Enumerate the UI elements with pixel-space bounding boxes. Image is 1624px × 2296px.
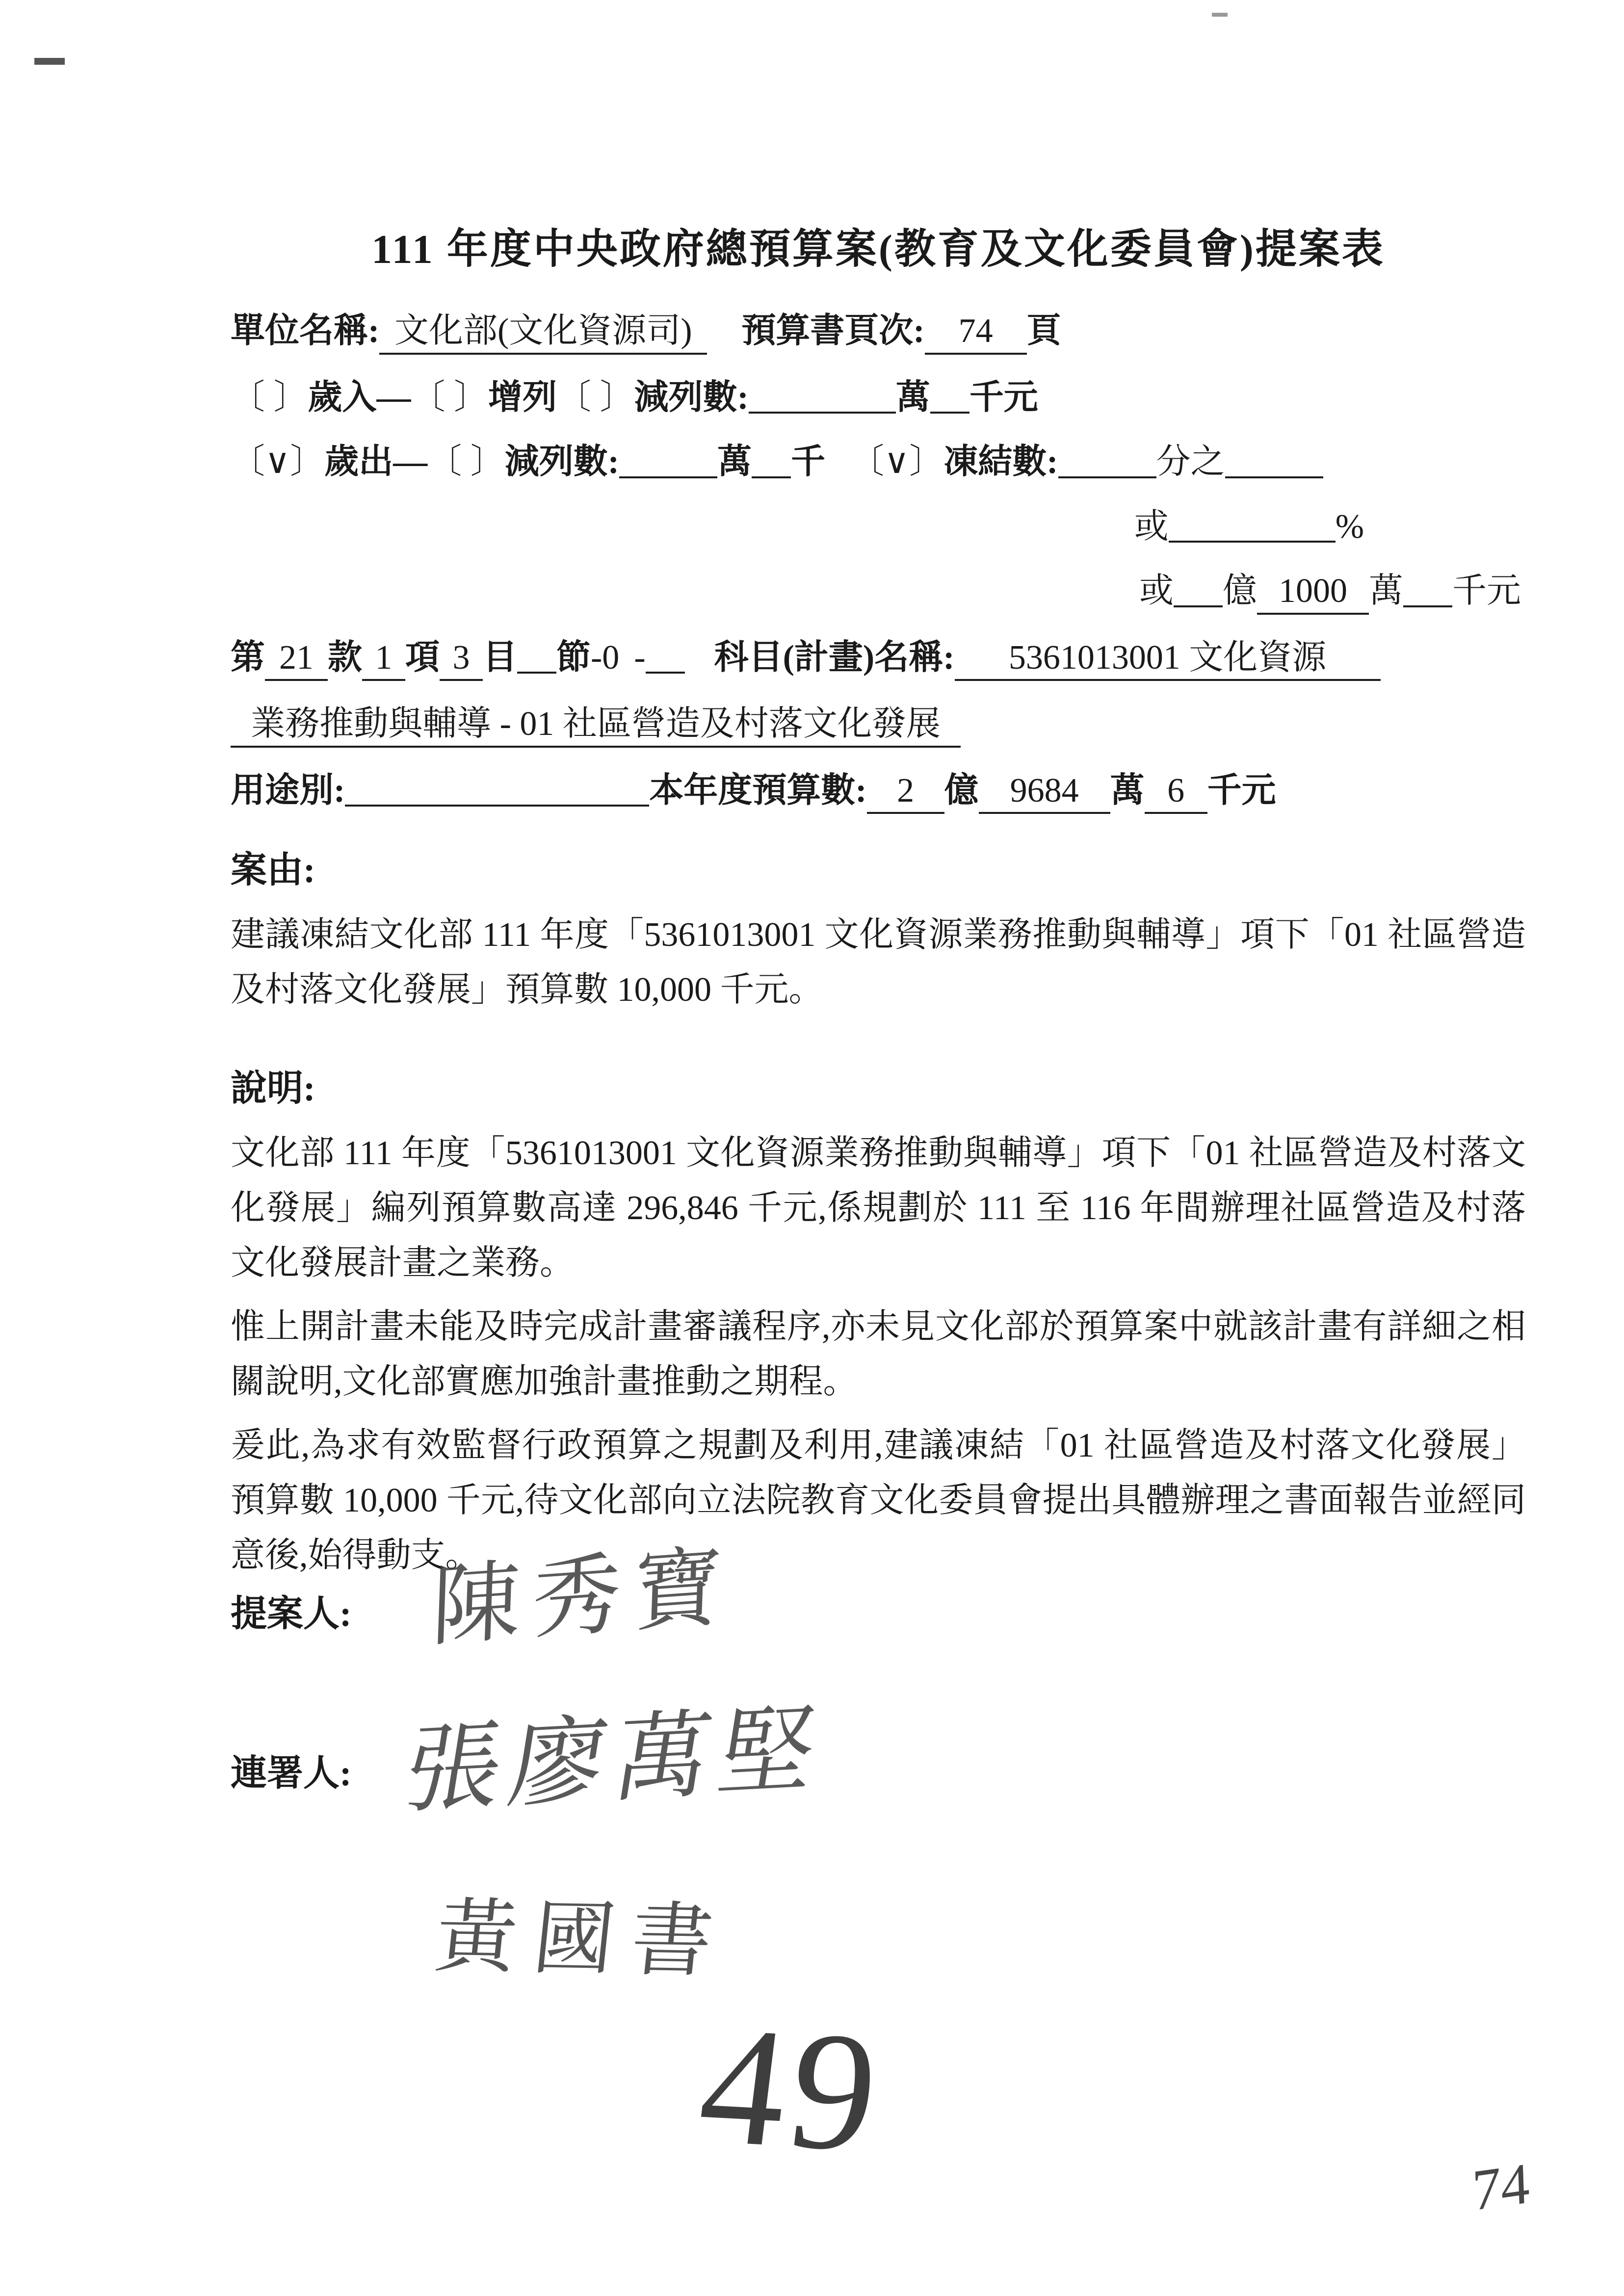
form-line-item-continuation bbox=[231, 703, 1526, 748]
segment-blank bbox=[749, 379, 896, 414]
segment-label: 項 bbox=[405, 638, 440, 677]
segment-label: 凍結數: bbox=[943, 443, 1058, 481]
segment-label: 預算書頁次: bbox=[741, 312, 925, 350]
segment-blank bbox=[646, 639, 685, 674]
segment-label: 科目(計畫)名稱: bbox=[714, 638, 955, 677]
segment-label: 增列 bbox=[488, 378, 557, 417]
form-line-unit bbox=[231, 310, 1526, 355]
form-line-expenditure bbox=[231, 441, 1526, 484]
segment-label: 頁 bbox=[1026, 312, 1061, 350]
form-line-or-percent bbox=[231, 505, 1364, 548]
proposer-label: 提案人: bbox=[231, 1594, 352, 1634]
cosigner-signature-1: 張廖萬堅 bbox=[397, 1696, 832, 1826]
segment-field: 文化部(文化資源司) bbox=[379, 310, 707, 355]
explanation-paragraph: 惟上開計畫未能及時完成計畫審議程序,亦未見文化部於預算案中就該計畫有詳細之相關說明,文化部實應加強計畫推動之期程。 bbox=[231, 1308, 1526, 1401]
case-body: 建議凍結文化部 111 年度「5361013001 文化資源業務推動與輔導」項下「01 社區營造及村落文化發展」預算數 10,000 千元。 bbox=[231, 916, 1526, 1009]
segment-label: 單位名稱: bbox=[231, 312, 380, 350]
cosigner-signature-2: 黃國書 bbox=[431, 1892, 733, 1987]
segment-blank bbox=[752, 444, 791, 478]
segment-label: 千元 bbox=[969, 378, 1038, 417]
segment-label: 節 bbox=[556, 638, 591, 677]
segment-label: 第 bbox=[231, 638, 265, 677]
segment-blank bbox=[1058, 444, 1156, 478]
form-line-usage bbox=[231, 769, 1526, 814]
segment-label: 本年度預算數: bbox=[649, 771, 867, 809]
segment-field: 6 bbox=[1145, 769, 1207, 814]
segment-text: 或 bbox=[1139, 572, 1174, 610]
segment-text: - bbox=[634, 638, 646, 677]
cosigner-label: 連署人: bbox=[231, 1753, 352, 1794]
segment-text: 或 bbox=[1134, 507, 1169, 546]
document-title: 111 年度中央政府總預算案(教育及文化委員會)提案表 bbox=[371, 227, 1385, 272]
segment-blank bbox=[1174, 573, 1223, 607]
segment-text: 〔 〕 bbox=[231, 378, 308, 417]
segment-label: 用途別: bbox=[231, 771, 345, 809]
segment-label: 萬 bbox=[717, 443, 752, 481]
segment-label: 目 bbox=[483, 638, 517, 677]
explanation-paragraph: 文化部 111 年度「5361013001 文化資源業務推動與輔導」項下「01 社區營造及村落文化發展」編列預算數高達 296,846 千元,係規劃於 111 至 116 年間辦理社區營造及村落文化發展計畫之業務。 bbox=[231, 1134, 1526, 1282]
segment-text: 〔∨〕 bbox=[850, 443, 944, 481]
segment-blank bbox=[1403, 573, 1452, 607]
segment-label: 減列數: bbox=[504, 443, 620, 481]
segment-text: 億 bbox=[1223, 572, 1257, 610]
segment-field: 74 bbox=[925, 310, 1027, 355]
segment-text: 〔∨〕 bbox=[231, 443, 325, 481]
segment-label: 歲入— bbox=[308, 378, 411, 417]
segment-field: 1000 bbox=[1257, 570, 1369, 615]
segment-label: 萬 bbox=[1110, 771, 1145, 809]
scan-artifact bbox=[34, 58, 65, 65]
explanation-paragraph: 爰此,為求有效監督行政預算之規劃及利用,建議凍結「01 社區營造及村落文化發展」預算數 10,000 千元,待文化部向立法院教育文化委員會提出具體辦理之書面報告並經同意後,始得動支。 bbox=[231, 1427, 1526, 1574]
segment-field: 業務推動與輔導 - 01 社區營造及村落文化發展 bbox=[231, 703, 961, 748]
segment-text: 分之 bbox=[1156, 443, 1225, 481]
segment-field: 9684 bbox=[979, 769, 1110, 814]
segment-blank bbox=[517, 639, 556, 674]
segment-text: -0 bbox=[591, 638, 620, 677]
segment-blank bbox=[930, 379, 969, 414]
segment-text: 〔 〕 bbox=[557, 378, 634, 417]
segment-label: 千 bbox=[791, 443, 826, 481]
segment-text: 〔 〕 bbox=[427, 443, 505, 481]
segment-text: 〔 〕 bbox=[411, 378, 488, 417]
explanation-heading: 說明: bbox=[231, 1069, 315, 1109]
segment-blank bbox=[1169, 508, 1336, 543]
segment-field: 21 bbox=[265, 636, 328, 681]
scan-artifact bbox=[1212, 13, 1228, 17]
form-line-item bbox=[231, 636, 1526, 681]
handwritten-number: 49 bbox=[690, 1991, 892, 2187]
segment-field: 3 bbox=[440, 636, 483, 681]
segment-field: 1 bbox=[362, 636, 405, 681]
segment-blank bbox=[345, 772, 649, 807]
segment-blank bbox=[619, 444, 717, 478]
segment-label: 億 bbox=[944, 771, 979, 809]
form-line-revenue bbox=[231, 376, 1526, 419]
segment-label: 減列數: bbox=[634, 378, 749, 417]
segment-label: 千元 bbox=[1207, 771, 1276, 809]
segment-label: 歲出— bbox=[324, 443, 428, 481]
proposer-signature: 陳秀寶 bbox=[430, 1538, 736, 1657]
case-heading: 案由: bbox=[231, 850, 315, 890]
segment-text: 千元 bbox=[1452, 572, 1521, 610]
form-line-or-amount bbox=[231, 570, 1521, 615]
segment-label: 萬 bbox=[895, 378, 930, 417]
segment-text: 萬 bbox=[1369, 572, 1403, 610]
page-number: 74 bbox=[1471, 2150, 1531, 2223]
segment-label: 款 bbox=[328, 638, 362, 677]
segment-field: 2 bbox=[867, 769, 944, 814]
segment-field: 5361013001 文化資源 bbox=[955, 636, 1381, 681]
segment-blank bbox=[1225, 444, 1323, 478]
segment-text: % bbox=[1335, 507, 1364, 546]
